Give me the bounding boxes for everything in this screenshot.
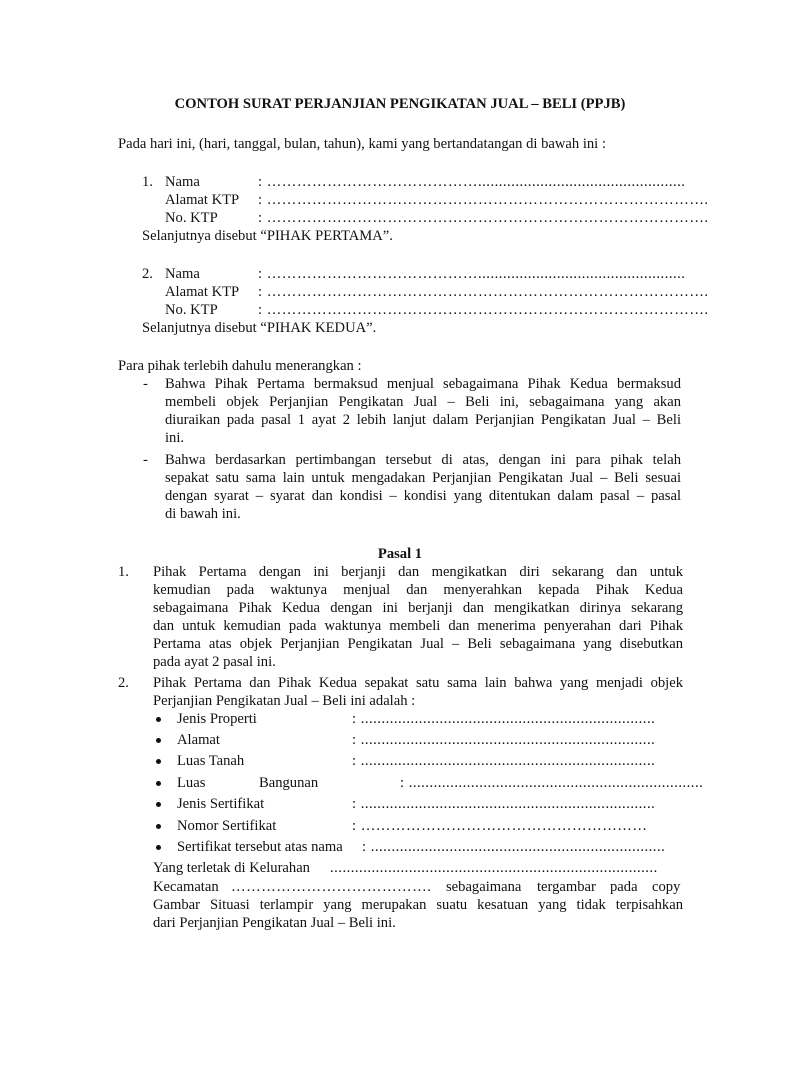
closing-line: Gambar Situasi terlampir yang merupakan suatu kesatuan yang tidak terpisahkan	[153, 897, 683, 913]
party-designation: Selanjutnya disebut “PIHAK KEDUA”.	[142, 320, 377, 336]
preamble-line: sepakat satu sama lain untuk mengadakan Perjanjian Pengikatan Jual – Beli sesuai	[165, 470, 681, 486]
closing-word: copy	[652, 879, 681, 895]
preamble-line: membeli objek Perjanjian Pengikatan Jual – Beli ini, sebagaimana yang akan	[165, 394, 681, 410]
property-label: Alamat	[177, 732, 220, 748]
intro-paragraph: Pada hari ini, (hari, tanggal, bulan, tahun), kami yang bertandatangan di bawah ini :	[118, 136, 606, 152]
pasal-item-line: dan untuk kemudian pada waktunya membeli dan menerima penyerahan dari Pihak	[153, 618, 683, 634]
property-value: : .......................................................................	[352, 796, 656, 812]
pasal-item-number: 1.	[118, 564, 129, 580]
location-dots: ...............................................................................	[330, 860, 658, 876]
field-value-alamat-ktp: : …………………………………………………………………………….	[258, 284, 709, 300]
closing-word: tergambar	[537, 879, 596, 895]
location-label: Yang terletak di Kelurahan	[153, 860, 310, 876]
dash-marker: -	[143, 376, 148, 392]
field-label-no-ktp: No. KTP	[165, 210, 218, 226]
closing-line: dari Perjanjian Pengikatan Jual – Beli ini.	[153, 915, 396, 931]
pasal-item-line: sebagaimana Pihak Kedua dengan ini berjanji dan mengikatkan dirinya sekarang	[153, 600, 683, 616]
party-number: 2.	[142, 266, 153, 282]
preamble-heading: Para pihak terlebih dahulu menerangkan :	[118, 358, 362, 374]
closing-dots: ………………………………….	[231, 879, 432, 895]
bullet-icon	[156, 738, 161, 743]
closing-word: Kecamatan	[153, 879, 219, 895]
pasal-item-line: Perjanjian Pengikatan Jual – Beli ini adalah :	[153, 693, 416, 709]
field-label-nama: Nama	[165, 266, 200, 282]
party-number: 1.	[142, 174, 153, 190]
field-label-alamat-ktp: Alamat KTP	[165, 192, 240, 208]
property-label: Nomor Sertifikat	[177, 818, 277, 834]
property-label: Luas Tanah	[177, 753, 245, 769]
pasal-item-line: Pertama atas objek Perjanjian Pengikatan Jual – Beli sebagaimana yang disebutkan	[153, 636, 683, 652]
property-value: : .......................................................................	[400, 775, 704, 791]
preamble-line: ini.	[165, 430, 185, 446]
preamble-line: dengan syarat – syarat dan kondisi – kondisi yang ditentukan dalam pasal – pasal	[165, 488, 681, 504]
pasal-item-line: Pihak Pertama dengan ini berjanji dan mengikatkan diri sekarang dan untuk	[153, 564, 683, 580]
property-value: : .......................................................................	[362, 839, 666, 855]
property-label: Luas	[177, 775, 206, 791]
property-value: : …………………………………………………	[352, 818, 648, 834]
bullet-icon	[156, 845, 161, 850]
field-value-alamat-ktp: : …………………………………………………………………………….	[258, 192, 709, 208]
field-value-no-ktp: : …………………………………………………………………………….	[258, 210, 709, 226]
field-label-alamat-ktp: Alamat KTP	[165, 284, 240, 300]
property-label: Sertifikat tersebut atas nama	[177, 839, 343, 855]
closing-word: sebagaimana	[446, 879, 522, 895]
property-label-2: Bangunan	[259, 775, 319, 791]
field-value-no-ktp: : …………………………………………………………………………….	[258, 302, 709, 318]
party-designation: Selanjutnya disebut “PIHAK PERTAMA”.	[142, 228, 393, 244]
preamble-line: diuraikan pada pasal 1 ayat 2 lebih lanjut dalam Perjanjian Pengikatan Jual – Beli	[165, 412, 681, 428]
pasal-item-line: pada ayat 2 pasal ini.	[153, 654, 276, 670]
dash-marker: -	[143, 452, 148, 468]
pasal-1-title: Pasal 1	[377, 546, 423, 562]
field-value-nama: : ……………………………………..................................................	[258, 174, 686, 190]
field-label-nama: Nama	[165, 174, 200, 190]
field-label-no-ktp: No. KTP	[165, 302, 218, 318]
property-label: Jenis Sertifikat	[177, 796, 265, 812]
bullet-icon	[156, 781, 161, 786]
pasal-item-line: kemudian pada waktunya menjual dan menyerahkan kepada Pihak Kedua	[153, 582, 683, 598]
property-value: : .......................................................................	[352, 732, 656, 748]
pasal-item-number: 2.	[118, 675, 129, 691]
pasal-item-line: Pihak Pertama dan Pihak Kedua sepakat satu sama lain bahwa yang menjadi objek	[153, 675, 683, 691]
document-title: CONTOH SURAT PERJANJIAN PENGIKATAN JUAL – BELI (PPJB)	[174, 96, 626, 112]
property-label: Jenis Properti	[177, 711, 257, 727]
property-value: : .......................................................................	[352, 753, 656, 769]
preamble-line: Bahwa berdasarkan pertimbangan tersebut di atas, dengan ini para pihak telah	[165, 452, 681, 468]
preamble-line: di bawah ini.	[165, 506, 241, 522]
property-value: : .......................................................................	[352, 711, 656, 727]
preamble-line: Bahwa Pihak Pertama bermaksud menjual sebagaimana Pihak Kedua bermaksud	[165, 376, 681, 392]
bullet-icon	[156, 802, 161, 807]
bullet-icon	[156, 824, 161, 829]
closing-word: pada	[610, 879, 638, 895]
bullet-icon	[156, 759, 161, 764]
bullet-icon	[156, 717, 161, 722]
field-value-nama: : ……………………………………..................................................	[258, 266, 686, 282]
